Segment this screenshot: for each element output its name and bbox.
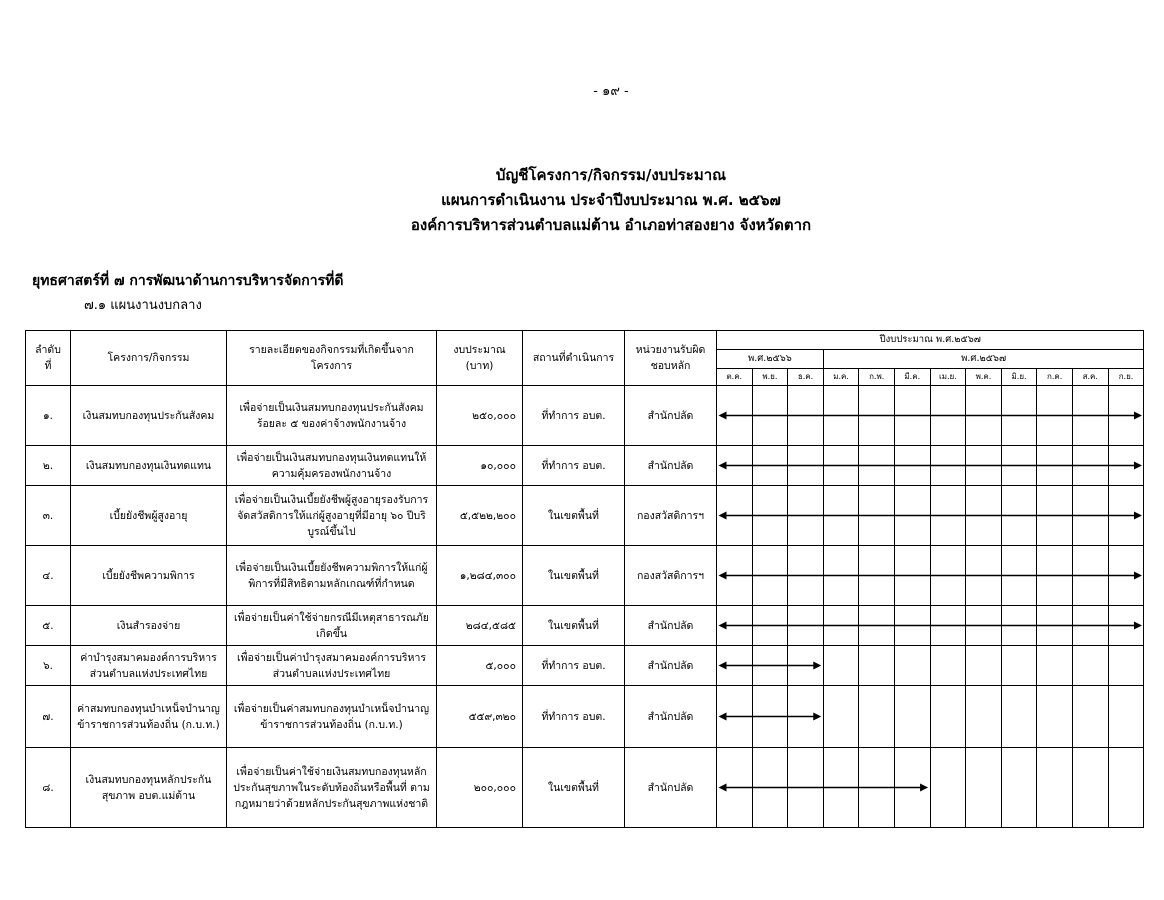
cell-no: ๒. bbox=[26, 446, 71, 486]
cell-detail: เพื่อจ่ายเป็นเงินเบี้ยยังชีพผู้สูงอายุรองรับการจัดสวัสดิการให้แก่ผู้สูงอายุที่มีอายุ ๖๐ ปีบริบูรณ์ขึ้นไป bbox=[227, 486, 437, 546]
gantt-month-cell bbox=[894, 446, 930, 486]
header-month: ธ.ค. bbox=[788, 369, 824, 386]
gantt-month-cell bbox=[894, 646, 930, 686]
gantt-month-cell bbox=[1001, 686, 1037, 748]
cell-budget: ๒๐๐,๐๐๐ bbox=[437, 748, 523, 828]
cell-project: เงินสมทบกองทุนประกันสังคม bbox=[71, 386, 227, 446]
gantt-month-cell bbox=[717, 748, 753, 828]
gantt-month-cell bbox=[1108, 486, 1144, 546]
table-row bbox=[26, 606, 1144, 646]
title-line-1: บัญชีโครงการ/กิจกรรม/งบประมาณ bbox=[495, 166, 727, 184]
page-number: - ๑๙ - bbox=[593, 84, 629, 99]
cell-agency: สำนักปลัด bbox=[625, 686, 717, 748]
gantt-month-cell bbox=[1072, 646, 1108, 686]
gantt-month-cell bbox=[1001, 748, 1037, 828]
header-year-curr: พ.ศ.๒๕๖๗ bbox=[823, 350, 1144, 369]
cell-project: เงินสมทบกองทุนหลักประกันสุขภาพ อบต.แม่ต้าน bbox=[71, 748, 227, 828]
header-budget: งบประมาณ (บาท) bbox=[437, 331, 523, 386]
header-agency: หน่วยงานรับผิดชอบหลัก bbox=[625, 331, 717, 386]
gantt-month-cell bbox=[752, 546, 788, 606]
cell-no: ๖. bbox=[26, 646, 71, 686]
gantt-month-cell bbox=[752, 606, 788, 646]
table-row bbox=[26, 486, 1144, 546]
gantt-month-cell bbox=[1001, 546, 1037, 606]
gantt-month-cell bbox=[894, 686, 930, 748]
title-line-3: องค์การบริหารส่วนตำบลแม่ต้าน อำเภอท่าสองยาง จังหวัดตาก bbox=[410, 216, 812, 234]
cell-budget: ๑,๒๘๔,๓๐๐ bbox=[437, 546, 523, 606]
gantt-month-cell bbox=[1037, 386, 1073, 446]
gantt-month-cell bbox=[823, 486, 859, 546]
gantt-month-cell bbox=[1108, 546, 1144, 606]
header-month: ก.พ. bbox=[859, 369, 895, 386]
header-month: ก.ย. bbox=[1108, 369, 1144, 386]
table-row bbox=[26, 748, 1144, 828]
gantt-month-cell bbox=[859, 446, 895, 486]
gantt-month-cell bbox=[788, 686, 824, 748]
gantt-month-cell bbox=[823, 646, 859, 686]
cell-location: ในเขตพื้นที่ bbox=[523, 546, 625, 606]
gantt-month-cell bbox=[930, 686, 966, 748]
cell-project: เงินสมทบกองทุนเงินทดแทน bbox=[71, 446, 227, 486]
cell-agency: สำนักปลัด bbox=[625, 386, 717, 446]
plan-heading: ๗.๑ แผนงานงบกลาง bbox=[84, 298, 202, 313]
gantt-month-cell bbox=[966, 486, 1002, 546]
cell-location: ในเขตพื้นที่ bbox=[523, 606, 625, 646]
gantt-month-cell bbox=[823, 446, 859, 486]
cell-budget: ๑๐,๐๐๐ bbox=[437, 446, 523, 486]
gantt-month-cell bbox=[1037, 606, 1073, 646]
gantt-month-cell bbox=[966, 446, 1002, 486]
header-no: ลำดับที่ bbox=[26, 331, 71, 386]
gantt-month-cell bbox=[859, 606, 895, 646]
header-month: ต.ค. bbox=[717, 369, 753, 386]
cell-location: ในเขตพื้นที่ bbox=[523, 748, 625, 828]
header-month: มิ.ย. bbox=[1001, 369, 1037, 386]
gantt-month-cell bbox=[930, 446, 966, 486]
gantt-month-cell bbox=[894, 606, 930, 646]
gantt-month-cell bbox=[1072, 748, 1108, 828]
cell-agency: กองสวัสดิการฯ bbox=[625, 546, 717, 606]
table-row bbox=[26, 446, 1144, 486]
title-line-2: แผนการดำเนินงาน ประจำปีงบประมาณ พ.ศ. ๒๕๖๗ bbox=[441, 191, 781, 209]
gantt-month-cell bbox=[788, 748, 824, 828]
header-month: ก.ค. bbox=[1037, 369, 1073, 386]
gantt-month-cell bbox=[717, 646, 753, 686]
gantt-month-cell bbox=[1001, 386, 1037, 446]
cell-project: เบี้ยยังชีพความพิการ bbox=[71, 546, 227, 606]
cell-agency: สำนักปลัด bbox=[625, 748, 717, 828]
gantt-month-cell bbox=[894, 486, 930, 546]
gantt-month-cell bbox=[788, 606, 824, 646]
header-month: ม.ค. bbox=[823, 369, 859, 386]
gantt-month-cell bbox=[717, 486, 753, 546]
gantt-month-cell bbox=[717, 606, 753, 646]
gantt-month-cell bbox=[1037, 686, 1073, 748]
cell-detail: เพื่อจ่ายเป็นค่าใช้จ่ายกรณีมีเหตุสาธารณภัยเกิดขึ้น bbox=[227, 606, 437, 646]
cell-location: ในเขตพื้นที่ bbox=[523, 486, 625, 546]
cell-no: ๓. bbox=[26, 486, 71, 546]
gantt-month-cell bbox=[1037, 446, 1073, 486]
gantt-month-cell bbox=[752, 386, 788, 446]
gantt-month-cell bbox=[823, 546, 859, 606]
cell-location: ที่ทำการ อบต. bbox=[523, 686, 625, 748]
gantt-month-cell bbox=[859, 546, 895, 606]
gantt-month-cell bbox=[1108, 686, 1144, 748]
gantt-month-cell bbox=[930, 386, 966, 446]
gantt-month-cell bbox=[1037, 748, 1073, 828]
gantt-month-cell bbox=[1072, 606, 1108, 646]
gantt-month-cell bbox=[752, 646, 788, 686]
cell-budget: ๕,๕๒๒,๒๐๐ bbox=[437, 486, 523, 546]
gantt-month-cell bbox=[1037, 546, 1073, 606]
table-row bbox=[26, 386, 1144, 446]
gantt-month-cell bbox=[930, 646, 966, 686]
document-titles bbox=[0, 163, 1164, 238]
cell-detail: เพื่อจ่ายเป็นค่าใช้จ่ายเงินสมทบกองทุนหลักประกันสุขภาพในระดับท้องถิ่นหรือพื้นที่ ตามกฎหมายว่าด้วยหลักประกันสุขภาพแห่งชาติ bbox=[227, 748, 437, 828]
gantt-month-cell bbox=[930, 546, 966, 606]
gantt-month-cell bbox=[1001, 646, 1037, 686]
gantt-month-cell bbox=[966, 646, 1002, 686]
cell-project: เบี้ยยังชีพผู้สูงอายุ bbox=[71, 486, 227, 546]
header-location: สถานที่ดำเนินการ bbox=[523, 331, 625, 386]
gantt-month-cell bbox=[859, 748, 895, 828]
gantt-month-cell bbox=[894, 748, 930, 828]
strategy-heading: ยุทธศาสตร์ที่ ๗ การพัฒนาด้านการบริหารจัดการที่ดี bbox=[32, 273, 344, 289]
table-row bbox=[26, 646, 1144, 686]
gantt-month-cell bbox=[1072, 546, 1108, 606]
cell-agency: สำนักปลัด bbox=[625, 606, 717, 646]
gantt-month-cell bbox=[823, 686, 859, 748]
header-year-prev: พ.ศ.๒๕๖๖ bbox=[717, 350, 824, 369]
gantt-month-cell bbox=[966, 386, 1002, 446]
cell-no: ๗. bbox=[26, 686, 71, 748]
header-month: พ.ย. bbox=[752, 369, 788, 386]
gantt-month-cell bbox=[717, 686, 753, 748]
gantt-month-cell bbox=[717, 546, 753, 606]
cell-location: ที่ทำการ อบต. bbox=[523, 446, 625, 486]
gantt-month-cell bbox=[966, 546, 1002, 606]
gantt-month-cell bbox=[859, 646, 895, 686]
cell-project: ค่าบำรุงสมาคมองค์การบริหารส่วนตำบลแห่งประเทศไทย bbox=[71, 646, 227, 686]
project-table bbox=[25, 330, 1144, 828]
cell-detail: เพื่อจ่ายเป็นเงินสมทบกองทุนเงินทดแทนให้ความคุ้มครองพนักงานจ้าง bbox=[227, 446, 437, 486]
gantt-month-cell bbox=[930, 748, 966, 828]
gantt-month-cell bbox=[966, 606, 1002, 646]
gantt-month-cell bbox=[1072, 386, 1108, 446]
gantt-month-cell bbox=[1108, 606, 1144, 646]
cell-detail: เพื่อจ่ายเป็นค่าสมทบกองทุนบำเหน็จบำนาญข้าราชการส่วนท้องถิ่น (ก.บ.ท.) bbox=[227, 686, 437, 748]
table-row bbox=[26, 686, 1144, 748]
gantt-month-cell bbox=[1108, 446, 1144, 486]
gantt-month-cell bbox=[1001, 446, 1037, 486]
gantt-month-cell bbox=[1108, 748, 1144, 828]
table-header bbox=[26, 331, 1144, 386]
gantt-month-cell bbox=[966, 748, 1002, 828]
gantt-month-cell bbox=[1001, 486, 1037, 546]
gantt-month-cell bbox=[823, 748, 859, 828]
gantt-month-cell bbox=[788, 546, 824, 606]
gantt-month-cell bbox=[1072, 486, 1108, 546]
cell-budget: ๒๕๐,๐๐๐ bbox=[437, 386, 523, 446]
cell-location: ที่ทำการ อบต. bbox=[523, 386, 625, 446]
gantt-month-cell bbox=[1108, 386, 1144, 446]
table-row bbox=[26, 546, 1144, 606]
gantt-month-cell bbox=[859, 386, 895, 446]
header-month: มี.ค. bbox=[894, 369, 930, 386]
header-fiscal-year: ปีงบประมาณ พ.ศ.๒๕๖๗ bbox=[717, 331, 1144, 350]
gantt-month-cell bbox=[788, 446, 824, 486]
gantt-month-cell bbox=[1108, 646, 1144, 686]
header-month: พ.ค. bbox=[966, 369, 1002, 386]
gantt-month-cell bbox=[894, 546, 930, 606]
gantt-month-cell bbox=[859, 686, 895, 748]
cell-project: เงินสำรองจ่าย bbox=[71, 606, 227, 646]
gantt-month-cell bbox=[752, 486, 788, 546]
gantt-month-cell bbox=[966, 686, 1002, 748]
header-detail: รายละเอียดของกิจกรรมที่เกิดขึ้นจากโครงการ bbox=[227, 331, 437, 386]
gantt-month-cell bbox=[752, 686, 788, 748]
cell-budget: ๒๘๔,๕๘๕ bbox=[437, 606, 523, 646]
gantt-month-cell bbox=[788, 486, 824, 546]
cell-budget: ๕๕๙,๓๒๐ bbox=[437, 686, 523, 748]
gantt-month-cell bbox=[1072, 686, 1108, 748]
header-month: เม.ย. bbox=[930, 369, 966, 386]
gantt-month-cell bbox=[930, 486, 966, 546]
gantt-month-cell bbox=[1001, 606, 1037, 646]
cell-agency: สำนักปลัด bbox=[625, 646, 717, 686]
gantt-month-cell bbox=[752, 748, 788, 828]
gantt-month-cell bbox=[752, 446, 788, 486]
cell-agency: สำนักปลัด bbox=[625, 446, 717, 486]
table-body bbox=[26, 386, 1144, 828]
gantt-month-cell bbox=[717, 446, 753, 486]
gantt-month-cell bbox=[788, 386, 824, 446]
gantt-month-cell bbox=[930, 606, 966, 646]
gantt-month-cell bbox=[823, 386, 859, 446]
cell-no: ๕. bbox=[26, 606, 71, 646]
header-project: โครงการ/กิจกรรม bbox=[71, 331, 227, 386]
cell-project: ค่าสมทบกองทุนบำเหน็จบำนาญข้าราชการส่วนท้องถิ่น (ก.บ.ท.) bbox=[71, 686, 227, 748]
gantt-month-cell bbox=[1037, 646, 1073, 686]
cell-detail: เพื่อจ่ายเป็นเงินสมทบกองทุนประกันสังคม ร้อยละ ๕ ของค่าจ้างพนักงานจ้าง bbox=[227, 386, 437, 446]
cell-agency: กองสวัสดิการฯ bbox=[625, 486, 717, 546]
gantt-month-cell bbox=[859, 486, 895, 546]
gantt-month-cell bbox=[1072, 446, 1108, 486]
gantt-month-cell bbox=[894, 386, 930, 446]
gantt-month-cell bbox=[823, 606, 859, 646]
gantt-month-cell bbox=[717, 386, 753, 446]
cell-no: ๔. bbox=[26, 546, 71, 606]
cell-detail: เพื่อจ่ายเป็นค่าบำรุงสมาคมองค์การบริหารส่วนตำบลแห่งประเทศไทย bbox=[227, 646, 437, 686]
cell-budget: ๕,๐๐๐ bbox=[437, 646, 523, 686]
gantt-month-cell bbox=[1037, 486, 1073, 546]
cell-no: ๑. bbox=[26, 386, 71, 446]
cell-location: ที่ทำการ อบต. bbox=[523, 646, 625, 686]
gantt-month-cell bbox=[788, 646, 824, 686]
header-month: ส.ค. bbox=[1072, 369, 1108, 386]
cell-detail: เพื่อจ่ายเป็นเงินเบี้ยยังชีพความพิการให้แก่ผู้พิการที่มีสิทธิตามหลักเกณฑ์ที่กำหนด bbox=[227, 546, 437, 606]
cell-no: ๘. bbox=[26, 748, 71, 828]
